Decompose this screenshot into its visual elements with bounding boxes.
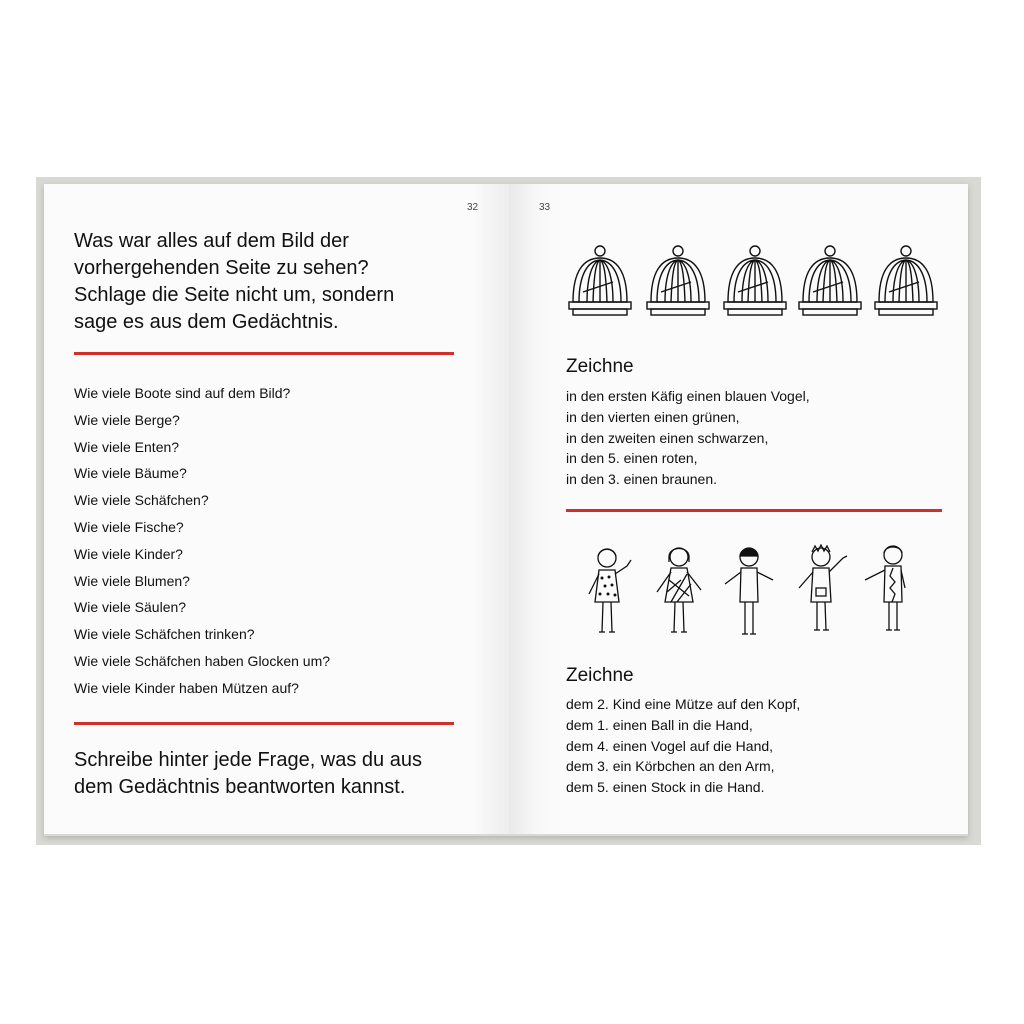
instruction-item: in den 5. einen roten, — [566, 450, 698, 467]
page-number-left: 32 — [467, 202, 479, 213]
question-item: Wie viele Enten? — [74, 438, 180, 455]
birdcage-illustration — [797, 244, 863, 329]
child-figure-illustration — [721, 544, 777, 644]
footer-line: Schreibe hinter jede Frage, was du aus — [74, 749, 422, 771]
left-heading-line: Was war alles auf dem Bild der — [74, 230, 349, 252]
child-figure-illustration — [793, 544, 849, 644]
question-item: Wie viele Säulen? — [74, 599, 187, 616]
instruction-item: dem 2. Kind eine Mütze auf den Kopf, — [566, 696, 801, 712]
instruction-item: in den vierten einen grünen, — [566, 408, 740, 425]
child-figure-illustration — [651, 544, 707, 644]
red-divider-top — [74, 352, 454, 355]
instruction-item: dem 3. ein Körbchen an den Arm, — [566, 758, 775, 775]
birdcage-row — [567, 244, 947, 329]
left-heading-line: sage es aus dem Gedächtnis. — [74, 311, 339, 333]
right-page — [509, 184, 968, 834]
birdcage-illustration — [873, 244, 939, 329]
question-item: Wie viele Blumen? — [74, 572, 190, 589]
left-footer-instruction — [74, 747, 484, 801]
question-item: Wie viele Berge? — [74, 411, 180, 428]
section-title-cages: Zeichne — [566, 356, 634, 377]
child-figure-illustration — [581, 544, 637, 644]
question-item: Wie viele Schäfchen trinken? — [74, 626, 255, 643]
question-item: Wie viele Boote sind auf dem Bild? — [74, 385, 291, 401]
birdcage-illustration — [567, 244, 633, 329]
instruction-list-children — [566, 694, 800, 798]
page-number-right: 33 — [539, 202, 551, 213]
left-heading-line: vorhergehenden Seite zu sehen? — [74, 257, 369, 279]
question-item: Wie viele Fische? — [74, 518, 184, 535]
instruction-item: dem 1. einen Ball in die Hand, — [566, 716, 753, 733]
question-list — [74, 380, 330, 702]
red-divider-bottom — [74, 722, 454, 725]
question-item: Wie viele Kinder? — [74, 545, 183, 562]
instruction-item: dem 4. einen Vogel auf die Hand, — [566, 737, 774, 754]
instruction-item: dem 5. einen Stock in die Hand. — [566, 779, 765, 796]
question-item: Wie viele Schäfchen haben Glocken um? — [74, 652, 331, 669]
question-item: Wie viele Kinder haben Mützen auf? — [74, 679, 299, 696]
instruction-list-cages — [566, 386, 810, 490]
instruction-item: in den ersten Käfig einen blauen Vogel, — [566, 388, 810, 404]
birdcage-illustration — [645, 244, 711, 329]
left-heading — [74, 228, 474, 336]
left-page — [44, 184, 509, 834]
section-title-children: Zeichne — [566, 665, 634, 686]
red-divider-right — [566, 509, 942, 512]
instruction-item: in den zweiten einen schwarzen, — [566, 429, 769, 446]
question-item: Wie viele Schäfchen? — [74, 492, 209, 509]
footer-line: dem Gedächtnis beantworten kannst. — [74, 776, 406, 798]
children-row — [581, 544, 921, 644]
birdcage-illustration — [722, 244, 788, 329]
question-item: Wie viele Bäume? — [74, 465, 187, 482]
instruction-item: in den 3. einen braunen. — [566, 471, 718, 488]
child-figure-illustration — [861, 544, 917, 644]
left-heading-line: Schlage die Seite nicht um, sondern — [74, 284, 395, 306]
